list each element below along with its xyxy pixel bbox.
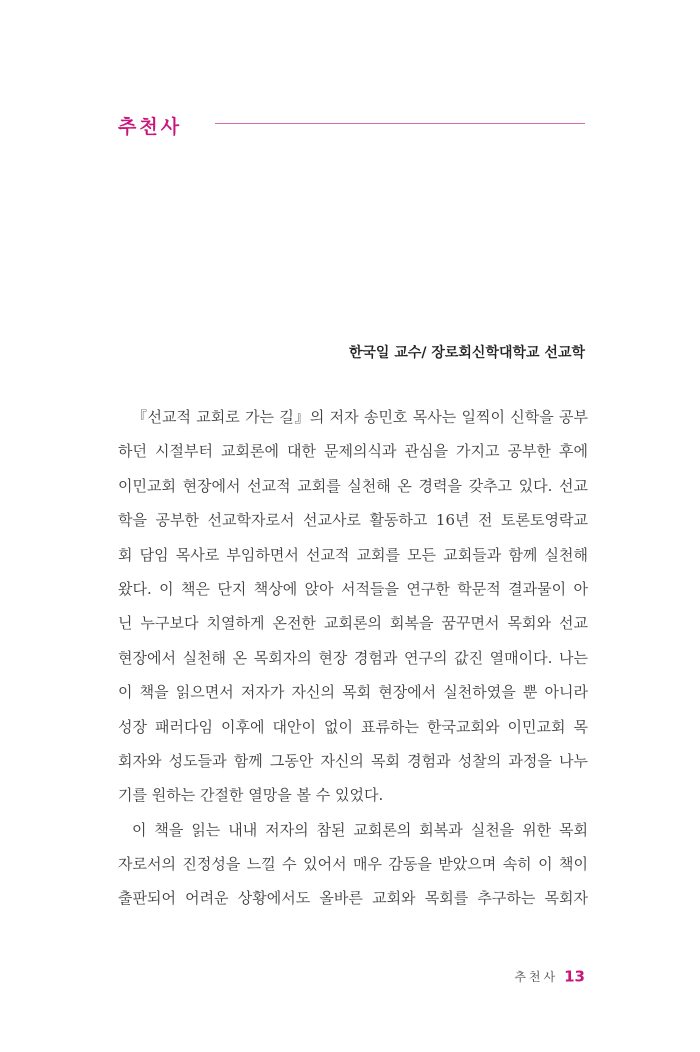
body-line: 현장에서 실천해 온 목회자의 현장 경험과 연구의 값진 열매이다. 나는 [118,648,588,667]
body-line: 닌 누구보다 치열하게 온전한 교회론의 회복을 꿈꾸면서 목회와 선교 [118,614,588,633]
body-line: 자로서의 진정성을 느낄 수 있어서 매우 감동을 받았으며 속히 이 책이 [118,855,588,874]
body-line: 왔다. 이 책은 단지 책상에 앉아 서적들을 연구한 학문적 결과물이 아 [118,579,588,598]
body-line: 회 담임 목사로 부임하면서 선교적 교회를 모든 교회들과 함께 실천해 [118,545,588,564]
section-title: 추천사 [118,116,183,138]
page-footer [514,966,585,986]
footer-section-label: 추천사 [514,970,559,984]
body-line: 학을 공부한 선교학자로서 선교사로 활동하고 16년 전 토론토영락교 [118,511,588,530]
body-line: 기를 원하는 간절한 열망을 볼 수 있었다. [118,786,384,805]
body-line: 회자와 성도들과 함께 그동안 자신의 목회 경험과 성찰의 과정을 나누 [118,751,588,770]
title-rule [215,123,585,124]
body-line: 이민교회 현장에서 선교적 교회를 실천해 온 경력을 갖추고 있다. 선교 [118,476,588,495]
body-line: 출판되어 어려운 상황에서도 올바른 교회와 목회를 추구하는 목회자 [118,889,588,908]
body-line: 성장 패러다임 이후에 대안이 없이 표류하는 한국교회와 이민교회 목 [118,717,588,736]
body-line: 이 책을 읽는 내내 저자의 참된 교회론의 회복과 실천을 위한 목회 [132,820,588,839]
page-number: 13 [564,967,585,986]
body-line: 『선교적 교회로 가는 길』의 저자 송민호 목사는 일찍이 신학을 공부 [132,408,588,426]
body-line: 이 책을 읽으면서 저자가 자신의 목회 현장에서 실천하였을 뿐 아니라 [118,683,588,702]
body-text [118,400,588,916]
author-line: 한국일 교수/ 장로회신학대학교 선교학 [348,345,585,361]
section-header [118,104,585,144]
body-line: 하던 시절부터 교회론에 대한 문제의식과 관심을 가지고 공부한 후에 [118,442,588,461]
